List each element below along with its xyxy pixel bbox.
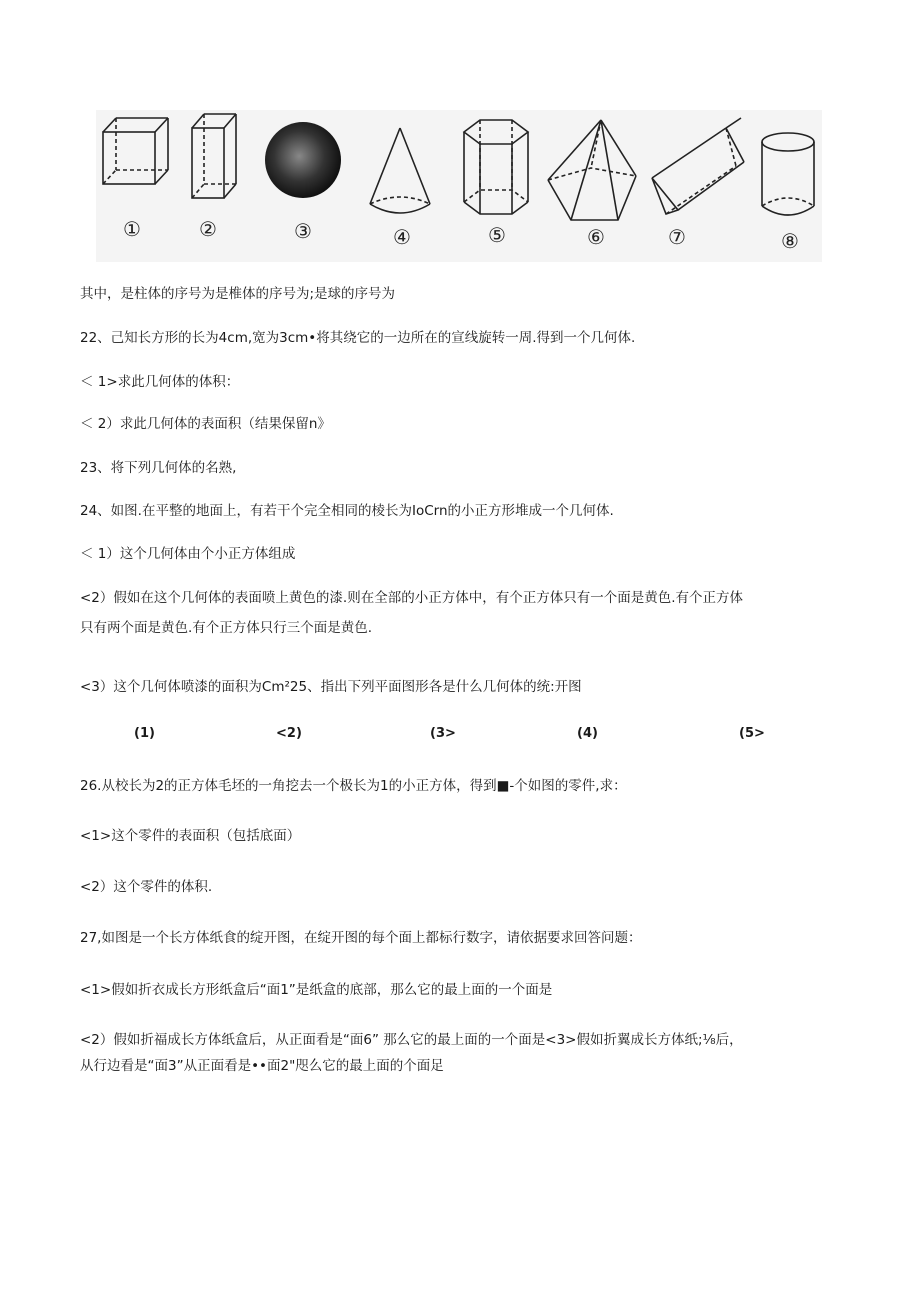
question-27-part-1: <1>假如折衣成长方形纸盒后“面1”是纸盒的底部，那么它的最上面的一个面是 bbox=[80, 982, 553, 998]
question-26-part-2: <2）这个零件的体积. bbox=[80, 879, 213, 895]
sphere-icon bbox=[265, 122, 341, 198]
question-27-text: 27,如图是一个长方体纸食的绽开图，在绽开图的每个面上都标行数字，请依据要求回答问题： bbox=[80, 930, 642, 946]
geometric-solids-figure bbox=[96, 110, 822, 262]
rectangular-prism-icon bbox=[192, 114, 236, 198]
question-24-part-1: ＜ 1）这个几何体由个小正方体组成 bbox=[80, 546, 296, 562]
solid-label-7: ⑦ bbox=[668, 225, 686, 249]
triangular-prism-icon bbox=[652, 118, 744, 214]
net-label-3: (3> bbox=[430, 726, 456, 741]
solid-label-3: ③ bbox=[294, 219, 312, 243]
question-24-part-2-line-1: <2）假如在这个几何体的表面喷上黄色的漆.则在全部的小正方体中，有个正方体只有一个面是黄色.有个正方体 bbox=[80, 590, 743, 606]
question-23-text: 23、将下列几何体的名熟, bbox=[80, 460, 237, 476]
net-label-5: (5> bbox=[739, 726, 765, 741]
solid-label-5: ⑤ bbox=[488, 223, 506, 247]
pyramid-icon bbox=[548, 120, 636, 220]
hexagonal-prism-icon bbox=[464, 120, 528, 214]
cube-icon bbox=[103, 118, 168, 184]
question-22-part-2: ＜ 2）求此几何体的表面积（结果保留n》 bbox=[80, 416, 331, 432]
question-22-text: 22、己知长方形的长为4cm,宽为3cm•将其绕它的一边所在的宣线旋转一周.得到一个几何体. bbox=[80, 330, 636, 346]
solid-label-8: ⑧ bbox=[781, 229, 799, 253]
cone-icon bbox=[370, 128, 430, 213]
solids-drawing bbox=[96, 110, 822, 262]
question-21-text: 其中，是柱体的序号为是椎体的序号为;是球的序号为 bbox=[80, 286, 396, 302]
question-27-part-2-line-2: 从行边看是“面3”从正面看是••面2"咫么它的最上面的个面足 bbox=[80, 1058, 444, 1074]
question-24-text: 24、如图.在平整的地面上，有若干个完全相同的棱长为IoCrn的小正方形堆成一个几何体. bbox=[80, 503, 614, 519]
solid-label-4: ④ bbox=[393, 225, 411, 249]
solid-label-2: ② bbox=[199, 217, 217, 241]
net-label-1: (1) bbox=[134, 726, 155, 741]
question-24-part-3-and-25: <3）这个几何体喷漆的面积为Cm²25、指出下列平面图形各是什么几何体的统:开图 bbox=[80, 679, 582, 695]
question-27-part-2-line-1: <2）假如折福成长方体纸盒后，从正面看是“面6” 那么它的最上面的一个面是<3>假如折翼成长方体纸;⅛后， bbox=[80, 1032, 743, 1048]
solid-label-6: ⑥ bbox=[587, 225, 605, 249]
net-label-4: (4) bbox=[577, 726, 598, 741]
net-label-2: <2) bbox=[276, 726, 302, 741]
solid-label-1: ① bbox=[123, 217, 141, 241]
question-26-text: 26.从校长为2的正方体毛坯的一角挖去一个极长为1的小正方体，得到■-个如图的零件,求： bbox=[80, 778, 627, 794]
question-24-part-2-line-2: 只有两个面是黄色.有个正方体只行三个面是黄色. bbox=[80, 620, 373, 636]
question-26-part-1: <1>这个零件的表面积（包括底面） bbox=[80, 828, 301, 844]
question-22-part-1: ＜ 1>求此几何体的体积： bbox=[80, 374, 240, 390]
cylinder-icon bbox=[762, 133, 814, 215]
